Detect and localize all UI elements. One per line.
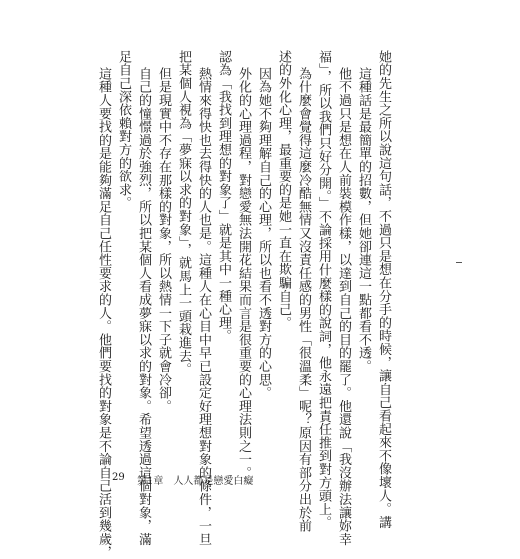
text-column: 但是現實中不存在那樣的對象，所以熱情一下子就會冷卻。	[156, 67, 171, 413]
text-column: 自己的憧憬過於強烈，所以把某個人看成夢寐以求的對象。希望透過這個對象，滿	[136, 67, 151, 546]
text-column: 為什麼會覺得這麼冷酷無情又沒責任感的男性「很溫柔」呢？原因有部分出於前	[296, 67, 311, 533]
text-column: 把某個人視為「夢寐以求的對象」，就馬上一頭栽進去。	[176, 50, 191, 376]
running-footer: 第1章 人人都是戀愛白癡	[137, 476, 254, 487]
text-column: 這種話是最簡單的招數，但她卻連這一點都看不透。	[356, 67, 371, 373]
text-column: 述的外化心理，最重要的是她一直在欺騙自己。	[276, 50, 291, 330]
text-column: 福」，所以我們只好分開。」不論採用什麼樣的說詞，他永遠把責任推到對方頭上。	[316, 50, 331, 530]
text-column: 熱情來得快也去得快的人也是。這種人在心目中早已設定好理想對象的條件，一旦	[196, 67, 211, 546]
gutter-mark	[456, 262, 462, 263]
text-column: 足自己深依賴對方的欲求。	[116, 50, 131, 210]
page-number: 29	[112, 472, 125, 483]
text-column: 他不過只是想在人前裝模作樣，以達到自己的目的罷了。他還說「我沒辦法讓妳幸	[336, 67, 351, 546]
text-column: 認為「我找到理想的對象了」就是其中一種心理。	[216, 50, 231, 343]
text-column: 因為她不夠理解自己的心理，所以也看不透對方的心思。	[256, 67, 271, 400]
text-column: 外化的心理過程，對戀愛無法開花結果而言是很重要的心理法則之一。	[236, 67, 251, 480]
text-column: 這種人要找的是能夠滿足自己任性要求的人。他們要找的對象是不論自己活到幾歲，	[96, 67, 111, 559]
text-column: 她的先生之所以說這句話，不過只是想在分手的時候，讓自己看起來不像壞人。講	[376, 50, 391, 529]
